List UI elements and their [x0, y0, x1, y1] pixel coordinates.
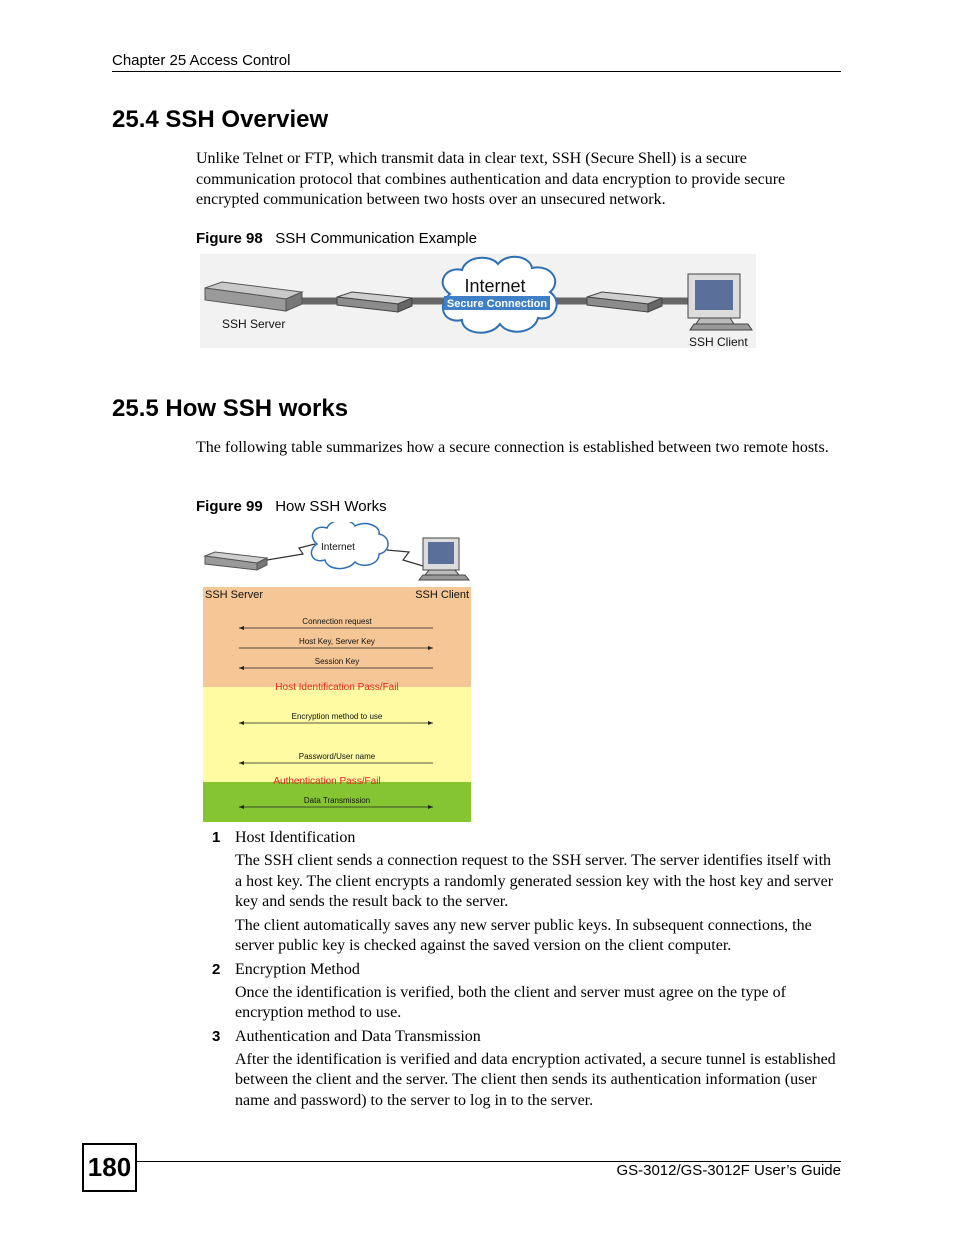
item-title: Encryption Method: [235, 960, 360, 978]
server-icon: [205, 552, 267, 570]
section-heading-ssh-overview: 25.4 SSH Overview: [112, 106, 329, 133]
authentication-status: Authentication Pass/Fail: [273, 776, 381, 787]
page-number: 180: [82, 1143, 137, 1192]
item-number: 2: [212, 960, 221, 978]
steps-list: [196, 828, 841, 1111]
list-item: [196, 1027, 841, 1050]
item-paragraph: The SSH client sends a connection request to the SSH server. The server identifies itself with a host key. The client encrypts a randomly generated session key with the host key and server key and sends the result back to the server.: [235, 852, 834, 910]
secure-connection-label: Secure Connection: [446, 298, 548, 310]
item-title: Host Identification: [235, 829, 356, 846]
computer-icon: [419, 538, 469, 580]
figure-label: Figure 98: [196, 230, 263, 247]
ssh-client-label: SSH Client: [689, 335, 748, 348]
item-paragraph: The client automatically saves any new server public keys. In subsequent connections, the server public key is checked against the saved version on the client computer.: [235, 916, 812, 954]
section-heading-how-ssh-works: 25.5 How SSH works: [112, 395, 349, 422]
ssh-overview-paragraph: Unlike Telnet or FTP, which transmit data in clear text, SSH (Secure Shell) is a secure communication protocol that combines authentication and data encryption to provide secure encrypted communication between two hosts over an unsecured network.: [196, 150, 786, 208]
internet-label: Internet: [321, 542, 355, 553]
internet-label: Internet: [464, 276, 526, 296]
list-item: [196, 828, 841, 851]
guide-title: GS-3012/GS-3012F User’s Guide: [616, 1162, 841, 1179]
header-rule: [112, 71, 841, 72]
ssh-server-label: SSH Server: [205, 589, 264, 601]
host-identification-status: Host Identification Pass/Fail: [275, 682, 399, 693]
item-paragraph: After the identification is verified and data encryption activated, a secure tunnel is established between the client and the server. The client then sends its authentication information (user name and password) to the server to log in to the server.: [235, 1050, 836, 1109]
figure-98-caption: [196, 230, 477, 247]
message-label: Encryption method to use: [291, 712, 383, 721]
ssh-client-label: SSH Client: [415, 589, 469, 601]
chapter-header: Chapter 25 Access Control: [112, 52, 291, 69]
message-label: Session Key: [314, 657, 360, 666]
message-label: Connection request: [302, 617, 372, 626]
figure-99-caption: [196, 498, 387, 515]
message-label: Host Key, Server Key: [299, 637, 375, 646]
item-title: Authentication and Data Transmission: [235, 1027, 481, 1045]
figure-title: SSH Communication Example: [275, 230, 477, 247]
item-number: 3: [212, 1027, 221, 1045]
item-paragraph: Once the identification is verified, both the client and server must agree on the type of encryption method to use.: [235, 983, 786, 1021]
figure-label: Figure 99: [196, 498, 263, 515]
how-ssh-works-paragraph: The following table summarizes how a secure connection is established between two remote hosts.: [196, 439, 829, 456]
list-item: [196, 960, 841, 983]
ssh-server-label: SSH Server: [222, 317, 286, 331]
message-label: Password/User name: [298, 752, 376, 761]
figure-title: How SSH Works: [275, 498, 387, 515]
message-label: Data Transmission: [303, 796, 371, 805]
encryption-band: [203, 687, 471, 782]
item-number: 1: [212, 829, 221, 846]
ssh-communication-diagram: [200, 254, 756, 348]
how-ssh-works-diagram: [203, 522, 471, 822]
